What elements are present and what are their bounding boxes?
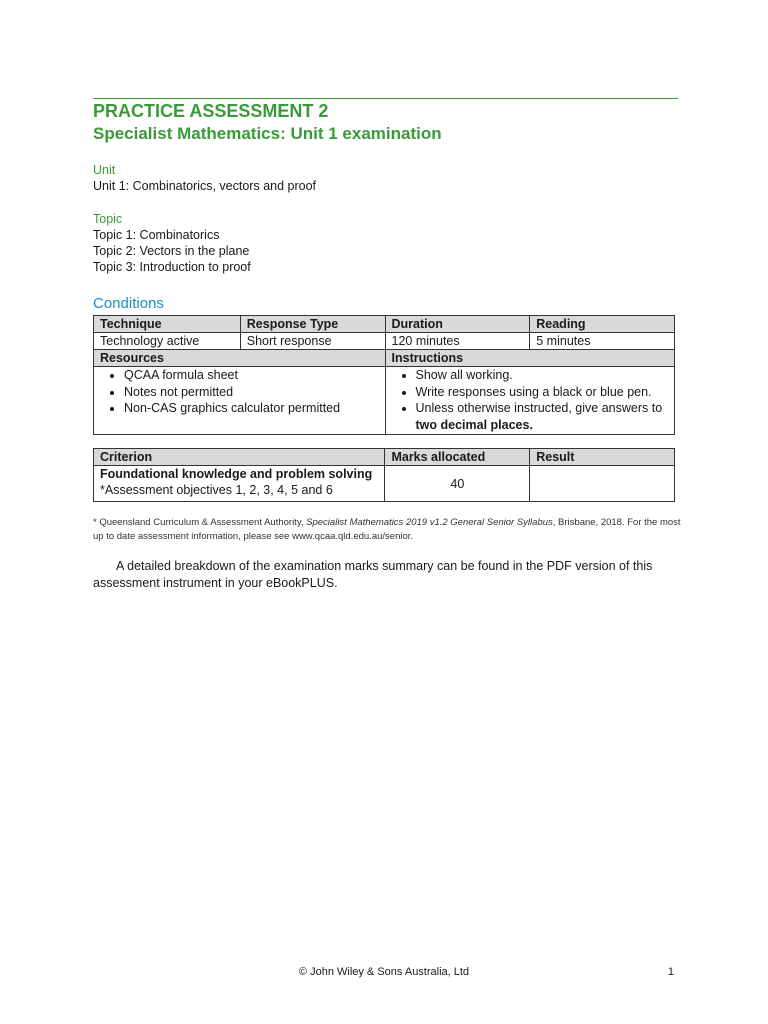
marks-cell: 40 [385, 466, 530, 502]
footnote-text: , Brisbane, 2018. For the most up to date assessment information, please see www.qcaa.qld.edu.au/senior. [93, 517, 681, 542]
topic-section [93, 211, 251, 275]
table-cell: Technology active [94, 333, 241, 350]
list-item: • Write responses using a black or blue pen. [416, 384, 668, 401]
page-number: 1 [667, 966, 674, 978]
criterion-cell [94, 466, 385, 502]
topic-item: Topic 3: Introduction to proof [93, 260, 251, 274]
instruction-text: Unless otherwise instructed, give answers to [415, 401, 663, 415]
table-header: Reading [530, 316, 675, 333]
body-paragraph: A detailed breakdown of the examination marks summary can be found in the PDF version of this assessment instrument in your eBookPLUS. [93, 559, 653, 590]
topic-label: Topic [93, 212, 123, 226]
header-rule [93, 98, 678, 99]
page-title: PRACTICE ASSESSMENT 2 [93, 101, 329, 121]
instructions-cell [385, 367, 674, 435]
instructions-header: Instructions [385, 350, 674, 367]
footnote-italic: Specialist Mathematics 2019 v1.2 General Senior Syllabus [306, 517, 553, 528]
result-cell [530, 466, 675, 502]
unit-label: Unit [93, 163, 116, 177]
table-row [94, 316, 675, 333]
table-header: Technique [94, 316, 241, 333]
table-header: Result [530, 449, 675, 466]
footnote-text: * Queensland Curriculum & Assessment Authority, [93, 517, 307, 528]
list-item: • QCAA formula sheet [124, 367, 379, 384]
criterion-table [93, 448, 675, 502]
list-item: • Non-CAS graphics calculator permitted [124, 400, 379, 417]
footer-copyright: © John Wiley & Sons Australia, Ltd [298, 966, 470, 978]
table-row [94, 333, 675, 350]
instructions-list [392, 367, 668, 433]
table-row [94, 466, 675, 502]
criterion-name: Foundational knowledge and problem solving [100, 467, 373, 481]
topic-item: Topic 2: Vectors in the plane [93, 244, 250, 258]
footnote [93, 516, 683, 544]
resources-list [100, 367, 379, 417]
table-header: Response Type [240, 316, 385, 333]
conditions-heading: Conditions [93, 295, 164, 312]
page-subtitle: Specialist Mathematics: Unit 1 examination [93, 124, 442, 143]
resources-header: Resources [94, 350, 386, 367]
unit-section [93, 162, 316, 194]
topic-item: Topic 1: Combinatorics [93, 228, 220, 242]
list-item: • Show all working. [416, 367, 668, 384]
table-header: Criterion [94, 449, 385, 466]
table-header: Marks allocated [385, 449, 530, 466]
table-cell: Short response [240, 333, 385, 350]
resources-cell [94, 367, 386, 435]
table-row [94, 350, 675, 367]
table-row [94, 449, 675, 466]
list-item: • Notes not permitted [124, 384, 379, 401]
table-row [94, 367, 675, 435]
unit-value: Unit 1: Combinatorics, vectors and proof [93, 179, 317, 193]
table-header: Duration [385, 316, 530, 333]
instruction-emphasis: two decimal places. [415, 417, 533, 432]
conditions-table [93, 315, 675, 435]
criterion-objectives: *Assessment objectives 1, 2, 3, 4, 5 and 6 [100, 483, 333, 497]
table-cell: 5 minutes [530, 333, 675, 350]
list-item [416, 400, 668, 433]
table-cell: 120 minutes [385, 333, 530, 350]
